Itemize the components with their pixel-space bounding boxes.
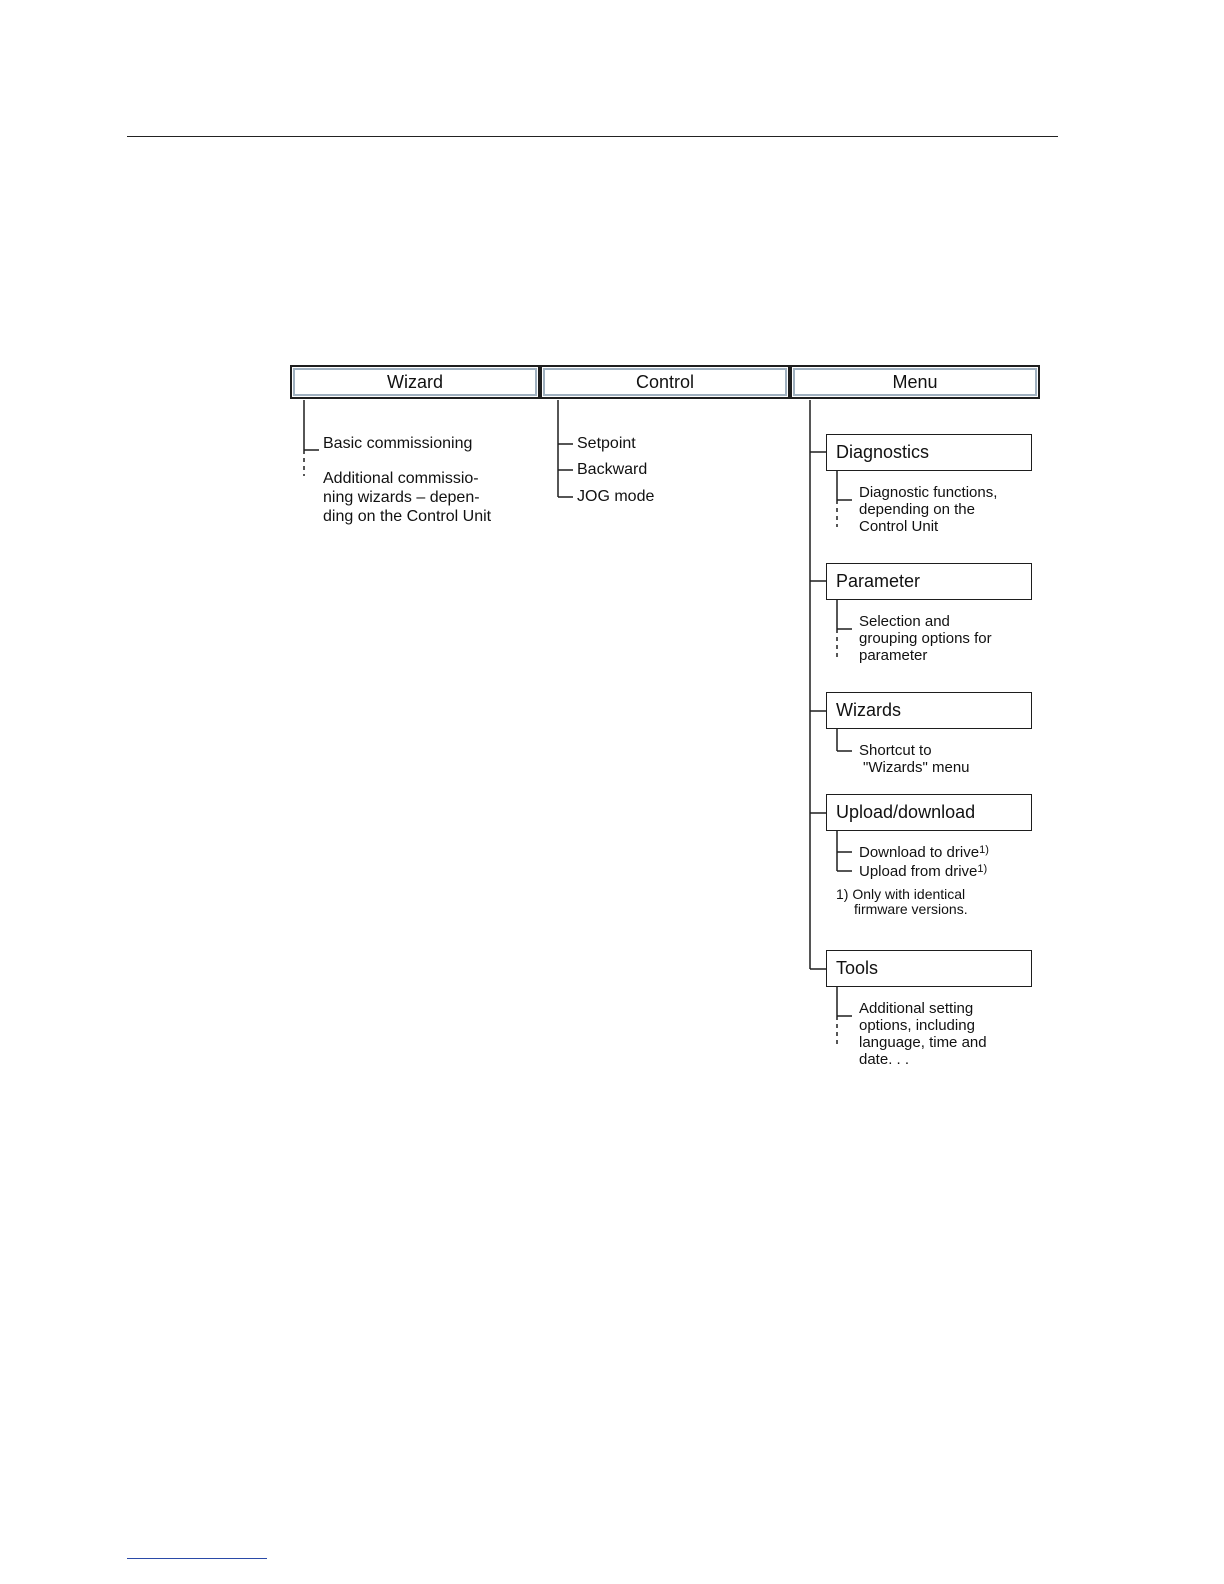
tab-wizard[interactable]	[290, 365, 540, 399]
control-item-backward: Backward	[577, 461, 648, 478]
tab-menu[interactable]	[790, 365, 1040, 399]
tab-menu-label: Menu	[892, 372, 938, 392]
upload-from-drive-label: Upload from drive	[859, 863, 978, 880]
tab-control[interactable]	[540, 365, 790, 399]
tools-desc-line-4: date. . .	[859, 1051, 910, 1068]
tools-desc-line-1: Additional setting	[859, 1000, 974, 1017]
wizard-additional-line-2: ning wizards – depen-	[323, 489, 480, 506]
parameter-description	[859, 613, 992, 664]
diagnostics-desc-line-3: Control Unit	[859, 518, 939, 535]
diagnostics-desc-line-1: Diagnostic functions,	[859, 484, 998, 501]
menu-wizards-label: Wizards	[836, 700, 902, 720]
wizard-item-additional	[323, 469, 491, 526]
wizards-desc-line-1: Shortcut to	[859, 742, 932, 759]
footnote-line-2: firmware versions.	[854, 901, 968, 917]
footnote-line-1: 1) Only with identical	[836, 886, 966, 902]
control-item-jog-mode: JOG mode	[577, 488, 655, 505]
download-footnote-mark: 1)	[979, 844, 989, 856]
menu-upload-download[interactable]	[826, 794, 1032, 831]
tools-desc-line-3: language, time and	[859, 1034, 987, 1051]
diagnostics-description	[859, 484, 997, 535]
menu-diagnostics-label: Diagnostics	[836, 442, 930, 462]
menu-upload-download-label: Upload/download	[836, 802, 976, 822]
wizard-item-basic-commissioning: Basic commissioning	[323, 435, 473, 452]
menu-diagnostics[interactable]	[826, 434, 1032, 471]
download-to-drive-label: Download to drive	[859, 844, 980, 861]
upload-item-download-to-drive	[859, 844, 989, 861]
wizard-additional-line-1: Additional commissio-	[323, 470, 479, 487]
parameter-desc-line-3: parameter	[859, 647, 928, 664]
tools-desc-line-2: options, including	[859, 1017, 975, 1034]
tab-wizard-label: Wizard	[386, 372, 443, 392]
parameter-desc-line-1: Selection and	[859, 613, 950, 630]
menu-parameter[interactable]	[826, 563, 1032, 600]
menu-tools-label: Tools	[836, 958, 879, 978]
wizards-desc-line-2: "Wizards" menu	[863, 759, 970, 776]
tab-control-label: Control	[635, 372, 695, 392]
upload-item-upload-from-drive	[859, 863, 987, 880]
upload-footnote	[836, 887, 968, 917]
tools-description	[859, 1000, 987, 1068]
parameter-desc-line-2: grouping options for	[859, 630, 992, 647]
wizards-description	[859, 742, 970, 776]
upload-footnote-mark: 1)	[977, 863, 988, 875]
menu-parameter-label: Parameter	[836, 571, 921, 591]
menu-tools[interactable]	[826, 950, 1032, 987]
menu-wizards[interactable]	[826, 692, 1032, 729]
diagnostics-desc-line-2: depending on the	[859, 501, 975, 518]
control-item-setpoint: Setpoint	[577, 435, 636, 452]
bottom-link-rule	[127, 1558, 267, 1559]
wizard-additional-line-3: ding on the Control Unit	[323, 508, 492, 525]
